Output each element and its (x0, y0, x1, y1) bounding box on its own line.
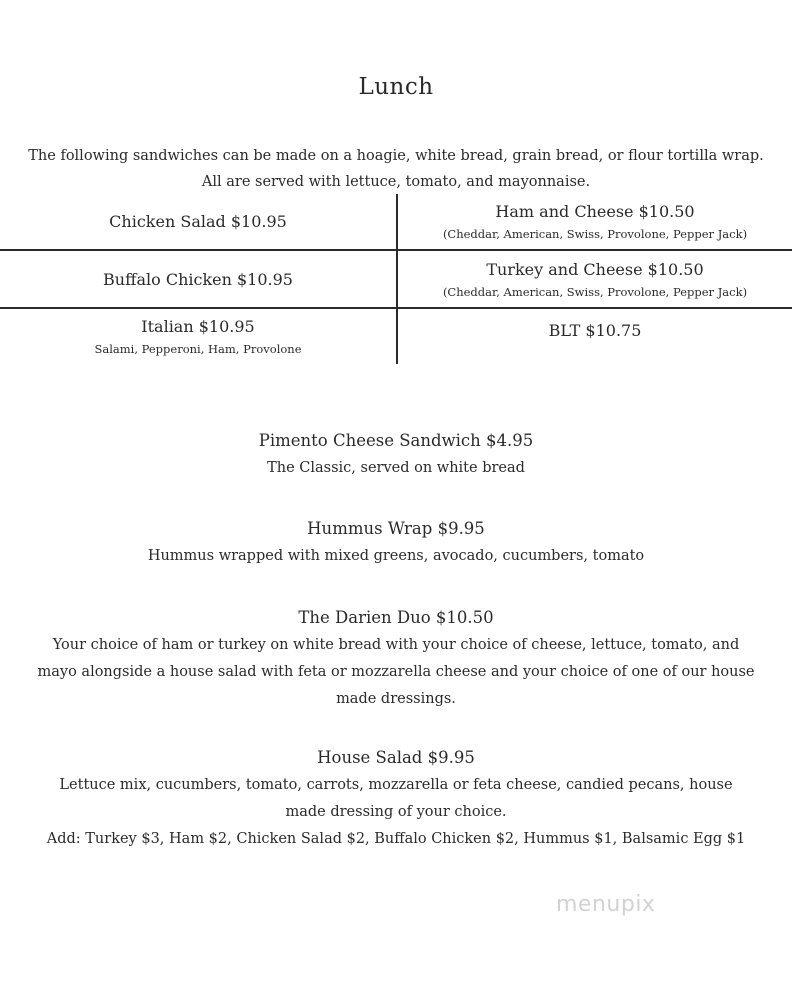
item-name: The Darien Duo $10.50 (298, 608, 494, 627)
grid-cell-turkey-cheese (398, 251, 792, 307)
item-name: Chicken Salad $10.95 (109, 212, 287, 231)
item-name: Italian $10.95 (141, 317, 255, 336)
item-name: Ham and Cheese $10.50 (495, 202, 695, 221)
item-addons: Add: Turkey $3, Ham $2, Chicken Salad $2, Buffalo Chicken $2, Hummus $1, Balsamic Egg $1 (46, 831, 746, 847)
item-description: Your choice of ham or turkey on white bread with your choice of cheese, lettuce, tomato, and mayo alongside a house salad with feta or mozzarella cheese and your choice of one of our house made dressings. (37, 637, 755, 707)
item-note: Salami, Pepperoni, Ham, Provolone (94, 342, 302, 356)
menu-item-hummus-wrap (30, 515, 762, 570)
item-name: Hummus Wrap $9.95 (307, 519, 485, 538)
item-note: (Cheddar, American, Swiss, Provolone, Pepper Jack) (442, 284, 748, 299)
item-name: Turkey and Cheese $10.50 (486, 259, 704, 279)
item-name: Pimento Cheese Sandwich $4.95 (258, 431, 534, 450)
grid-cell-italian (0, 309, 396, 364)
item-description: Lettuce mix, cucumbers, tomato, carrots, mozzarella or feta cheese, candied pecans, house made dressing of your choice. (59, 777, 733, 820)
menu-item-house-salad (40, 744, 752, 853)
menu-item-darien-duo (36, 604, 756, 713)
item-description: The Classic, served on white bread (267, 460, 525, 476)
grid-cell-chicken-salad (0, 194, 396, 249)
sandwich-grid (0, 194, 792, 364)
watermark-logo: menupix (556, 892, 656, 917)
grid-cell-ham-cheese (398, 194, 792, 249)
item-name: Buffalo Chicken $10.95 (103, 269, 293, 289)
menu-item-pimento (30, 427, 762, 482)
menu-title: Lunch (358, 74, 434, 100)
item-name: House Salad $9.95 (317, 748, 475, 767)
grid-cell-buffalo-chicken (0, 251, 396, 307)
item-description: Hummus wrapped with mixed greens, avocado, cucumbers, tomato (147, 548, 645, 564)
item-name: BLT $10.75 (548, 321, 642, 340)
intro-text: The following sandwiches can be made on a hoagie, white bread, grain bread, or flour tortilla wrap. All are served with lettuce, tomato, and mayonnaise. (28, 148, 764, 190)
grid-cell-blt (398, 309, 792, 364)
item-note: (Cheddar, American, Swiss, Provolone, Pepper Jack) (442, 227, 748, 241)
